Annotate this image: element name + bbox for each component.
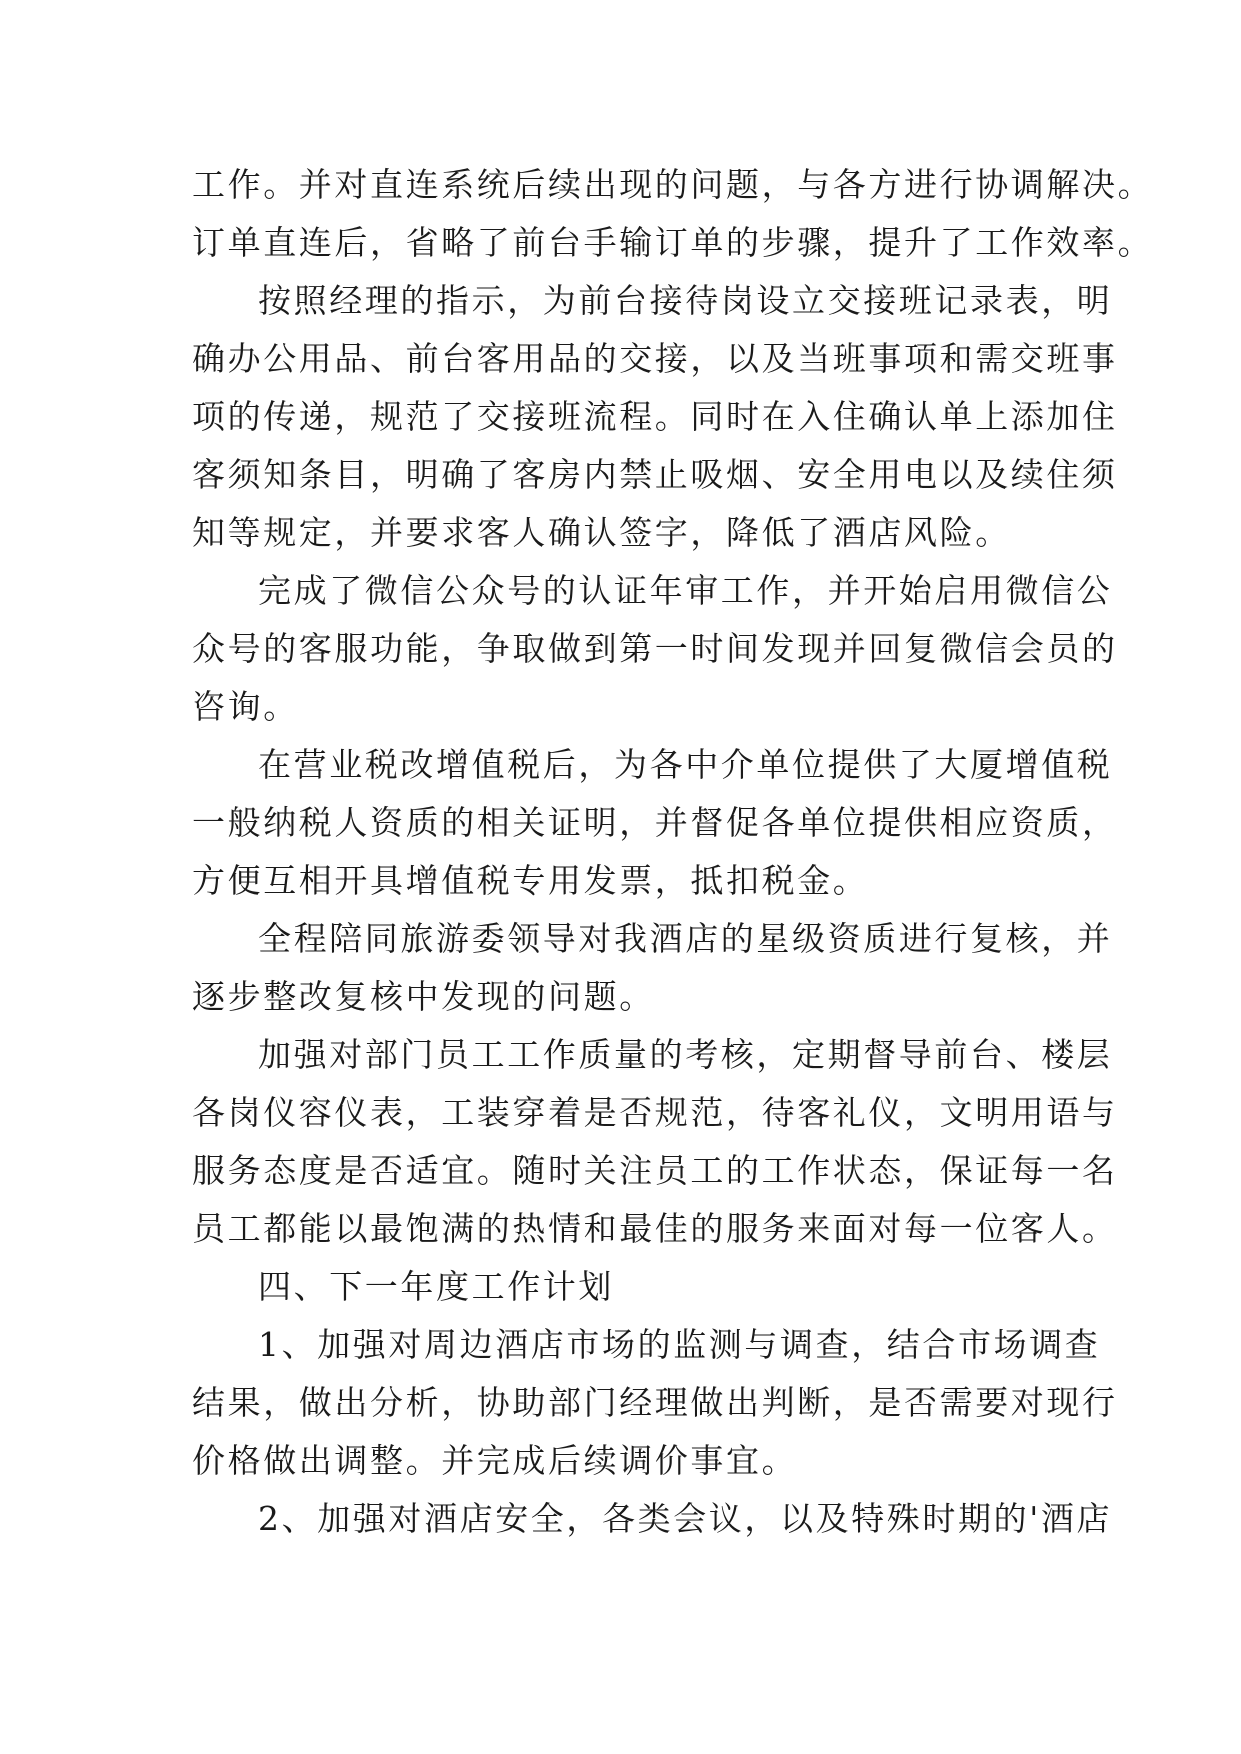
section-heading: 四、下一年度工作计划 (258, 1267, 614, 1306)
text-line-12: 一般纳税人资质的相关证明，并督促各单位提供相应资质， (192, 803, 1118, 842)
text-line-21: 1、加强对周边酒店市场的监测与调查，结合市场调查 (258, 1325, 1101, 1364)
text-line-22: 结果，做出分析，协助部门经理做出判断，是否需要对现行 (192, 1383, 1118, 1422)
text-line-2: 订单直连后，省略了前台手输订单的步骤，提升了工作效率。 (192, 223, 1154, 262)
text-line-5: 项的传递，规范了交接班流程。同时在入住确认单上添加住 (192, 397, 1118, 436)
text-line-19: 员工都能以最饱满的热情和最佳的服务来面对每一位客人。 (192, 1209, 1118, 1248)
text-line-13: 方便互相开具增值税专用发票，抵扣税金。 (192, 861, 869, 900)
text-line-8: 完成了微信公众号的认证年审工作，并开始启用微信公 (258, 571, 1113, 610)
text-line-10: 咨询。 (192, 687, 299, 726)
text-line-1: 工作。并对直连系统后续出现的问题，与各方进行协调解决。 (192, 165, 1154, 204)
text-line-18: 服务态度是否适宜。随时关注员工的工作状态，保证每一名 (192, 1151, 1118, 1190)
text-line-7: 知等规定，并要求客人确认签字，降低了酒店风险。 (192, 513, 1011, 552)
text-line-15: 逐步整改复核中发现的问题。 (192, 977, 655, 1016)
text-line-16: 加强对部门员工工作质量的考核，定期督导前台、楼层 (258, 1035, 1113, 1074)
document-page (192, 156, 1154, 1548)
text-line-11: 在营业税改增值税后，为各中介单位提供了大厦增值税 (258, 745, 1113, 784)
text-line-17: 各岗仪容仪表，工装穿着是否规范，待客礼仪，文明用语与 (192, 1093, 1118, 1132)
text-line-24: 2、加强对酒店安全，各类会议，以及特殊时期的'酒店 (258, 1499, 1113, 1538)
text-line-9: 众号的客服功能，争取做到第一时间发现并回复微信会员的 (192, 629, 1118, 668)
text-line-14: 全程陪同旅游委领导对我酒店的星级资质进行复核，并 (258, 919, 1113, 958)
text-line-23: 价格做出调整。并完成后续调价事宜。 (192, 1441, 798, 1480)
text-line-3: 按照经理的指示，为前台接待岗设立交接班记录表，明 (258, 281, 1113, 320)
text-line-6: 客须知条目，明确了客房内禁止吸烟、安全用电以及续住须 (192, 455, 1118, 494)
text-line-4: 确办公用品、前台客用品的交接，以及当班事项和需交班事 (192, 339, 1118, 378)
